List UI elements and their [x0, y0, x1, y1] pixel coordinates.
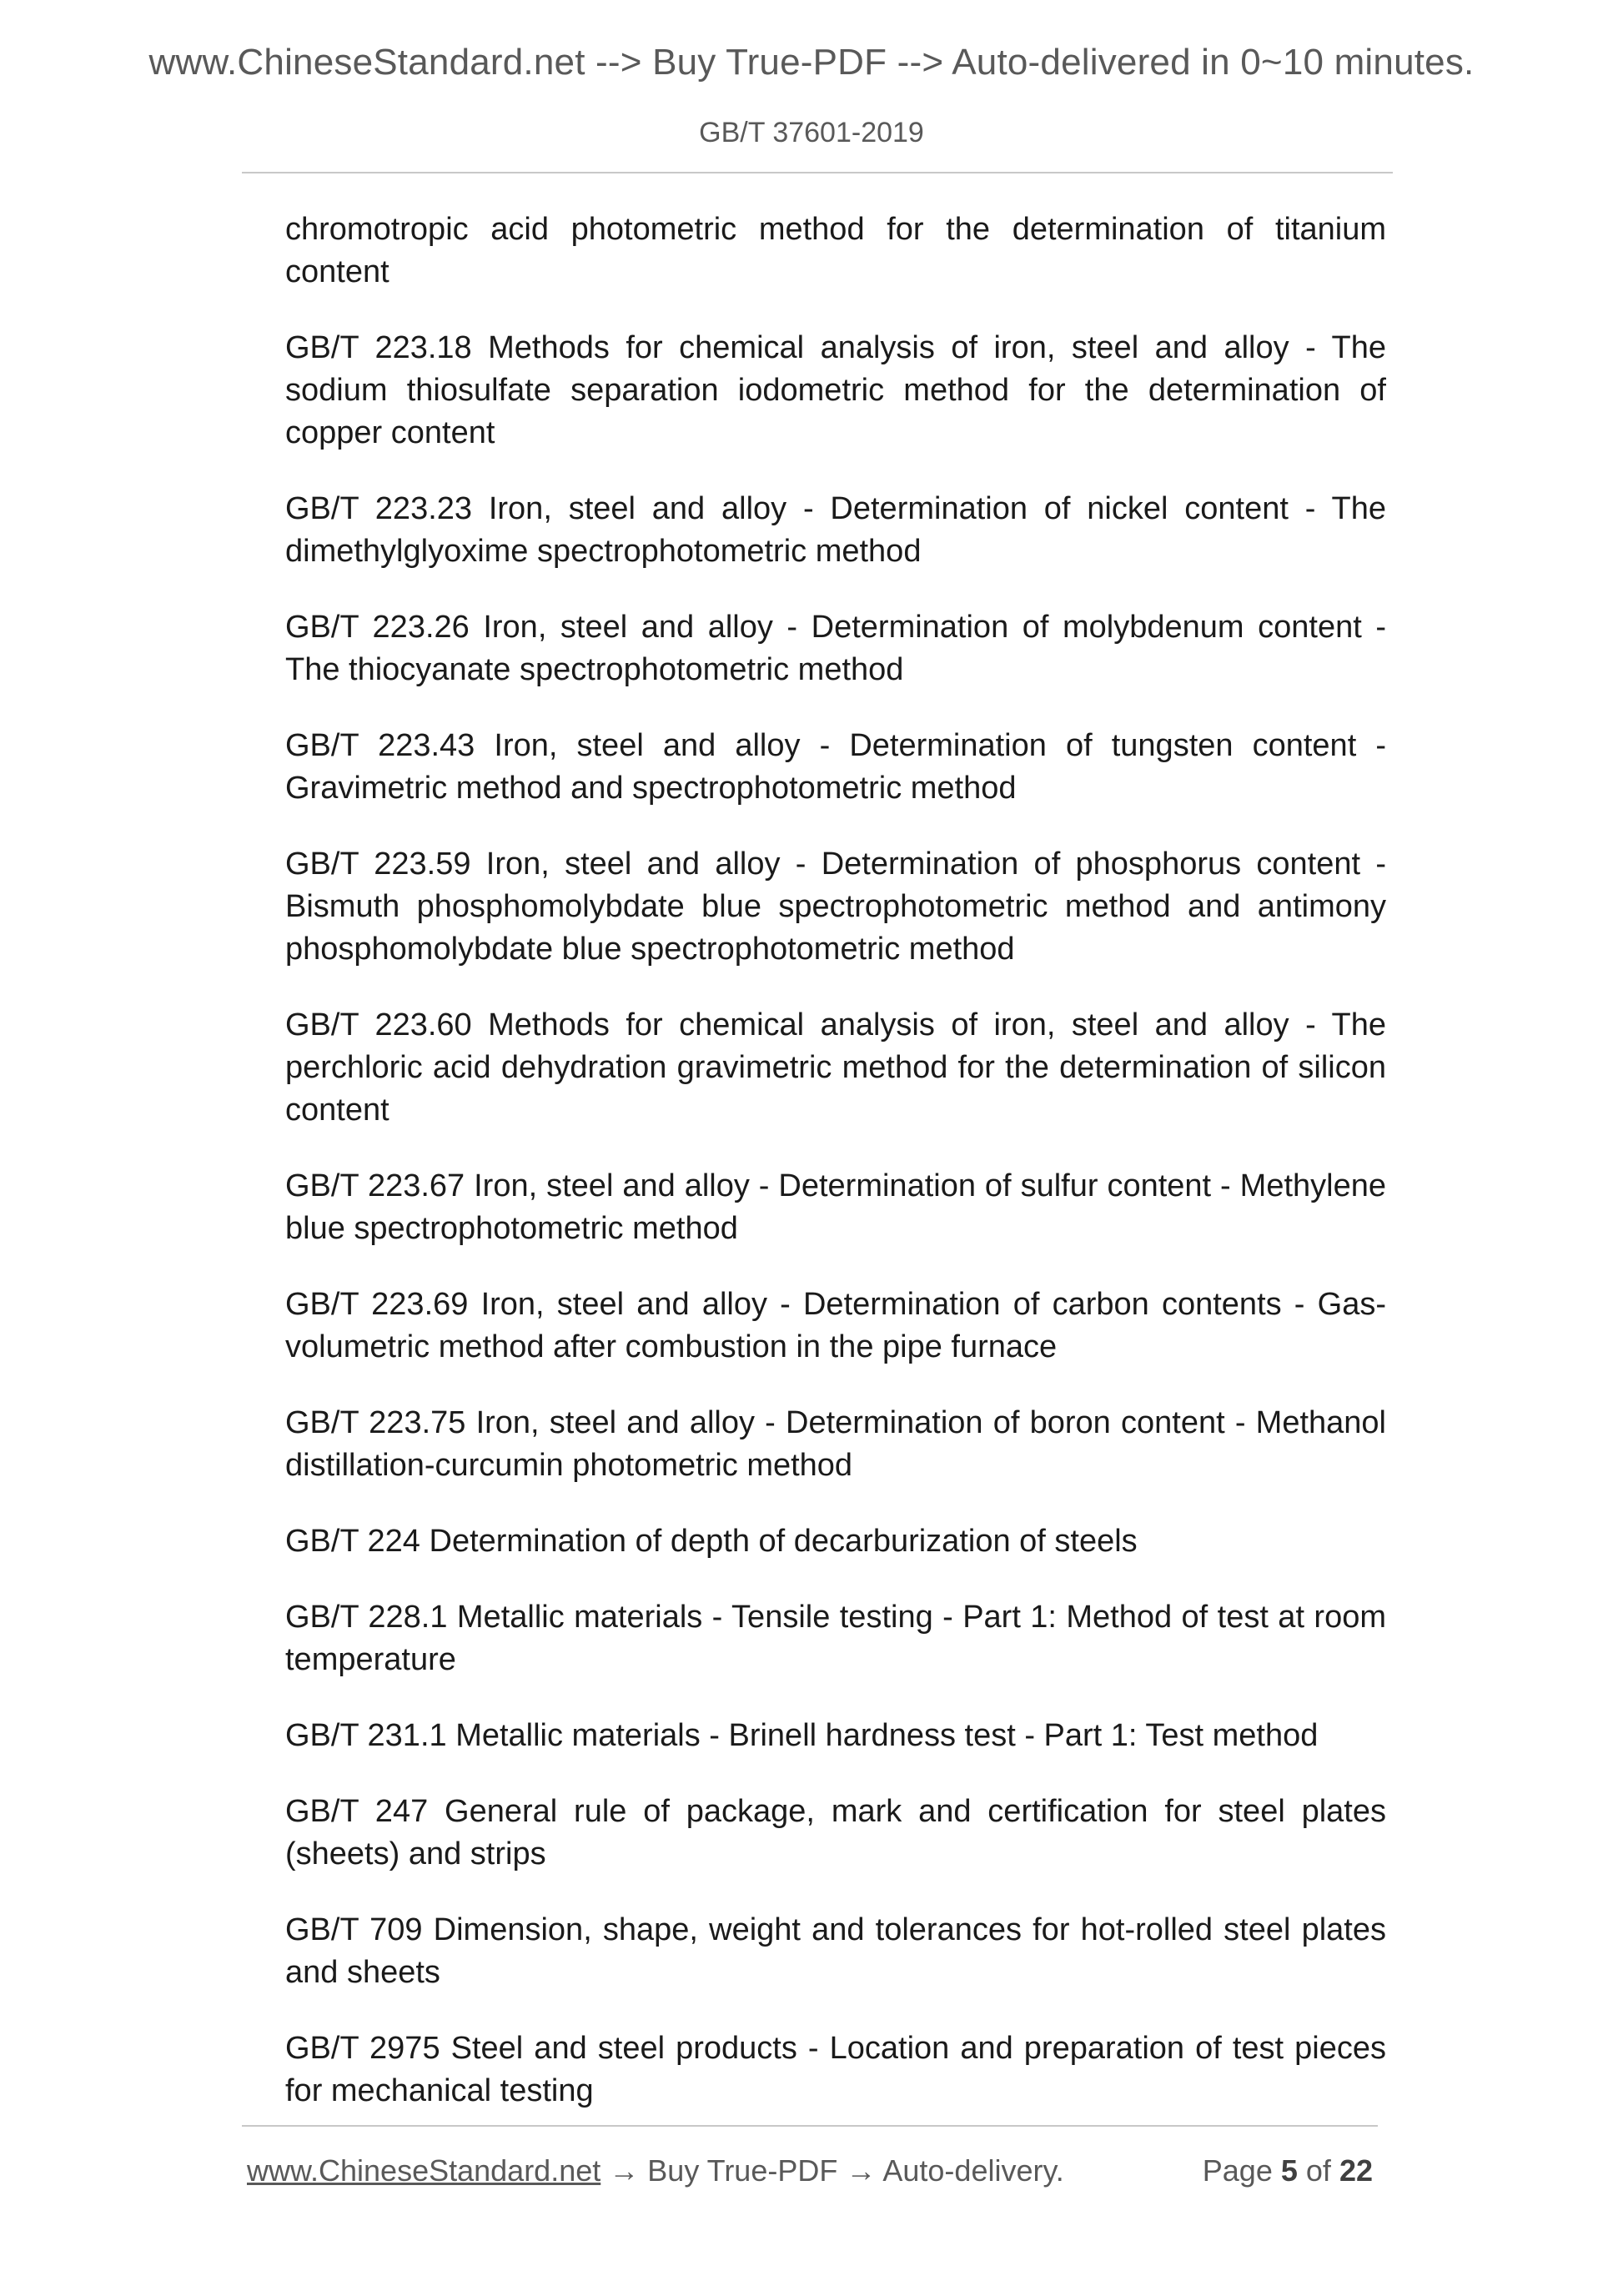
reference-item: GB/T 223.60 Methods for chemical analysis of iron, steel and alloy - The perchloric acid dehydration gravimetric method for the determination of silicon content: [285, 1007, 1386, 1128]
reference-item: GB/T 223.67 Iron, steel and alloy - Determination of sulfur content - Methylene blue spectrophotometric method: [285, 1168, 1386, 1246]
document-number: GB/T 37601-2019: [699, 117, 924, 148]
page-number: 5: [1280, 2153, 1298, 2188]
reference-item: GB/T 709 Dimension, shape, weight and tolerances for hot-rolled steel plates and sheets: [285, 1912, 1386, 1990]
delivery-text: Auto-delivery.: [882, 2153, 1064, 2188]
reference-item: GB/T 223.75 Iron, steel and alloy - Determination of boron content - Methanol distillation-curcumin photometric method: [285, 1405, 1386, 1483]
reference-item: GB/T 223.43 Iron, steel and alloy - Determination of tungsten content - Gravimetric method and spectrophotometric method: [285, 728, 1386, 806]
reference-list: [285, 208, 1386, 2146]
of-label: of: [1305, 2153, 1331, 2188]
page-indicator: [1203, 2153, 1373, 2188]
total-pages: 22: [1339, 2153, 1373, 2188]
page-footer: [247, 2153, 1381, 2195]
reference-item: GB/T 223.59 Iron, steel and alloy - Determination of phosphorus content - Bismuth phosphomolybdate blue spectrophotometric method and antimony phosphomolybdate blue spectrophotometric method: [285, 847, 1386, 967]
arrow-right-icon: →: [609, 2153, 640, 2188]
page-label: Page: [1202, 2153, 1273, 2188]
reference-item: GB/T 247 General rule of package, mark and certification for steel plates (sheets) and strips: [285, 1794, 1386, 1871]
reference-item: GB/T 223.23 Iron, steel and alloy - Determination of nickel content - The dimethylglyoxime spectrophotometric method: [285, 491, 1386, 569]
footer-promo: [247, 2153, 1064, 2188]
top-banner: www.ChineseStandard.net --> Buy True-PDF --> Auto-delivered in 0~10 minutes.: [148, 42, 1475, 83]
reference-item: GB/T 231.1 Metallic materials - Brinell hardness test - Part 1: Test method: [285, 1718, 1319, 1753]
reference-item: GB/T 228.1 Metallic materials - Tensile testing - Part 1: Method of test at room temperature: [285, 1600, 1386, 1677]
reference-item: chromotropic acid photometric method for the determination of titanium content: [285, 212, 1386, 289]
arrow-right-icon: →: [846, 2153, 877, 2188]
reference-item: GB/T 223.18 Methods for chemical analysis of iron, steel and alloy - The sodium thiosulfate separation iodometric method for the determination of copper content: [285, 330, 1386, 450]
footer-divider: [242, 2125, 1378, 2127]
reference-item: GB/T 2975 Steel and steel products - Location and preparation of test pieces for mechanical testing: [285, 2031, 1386, 2108]
site-link[interactable]: www.ChineseStandard.net: [247, 2153, 601, 2188]
reference-item: GB/T 224 Determination of depth of decarburization of steels: [285, 1524, 1138, 1559]
reference-item: GB/T 223.69 Iron, steel and alloy - Determination of carbon contents - Gas-volumetric method after combustion in the pipe furnace: [285, 1287, 1386, 1364]
reference-item: GB/T 223.26 Iron, steel and alloy - Determination of molybdenum content - The thiocyanate spectrophotometric method: [285, 610, 1386, 687]
buy-text: Buy True-PDF: [647, 2153, 838, 2188]
header-divider: [242, 172, 1393, 173]
